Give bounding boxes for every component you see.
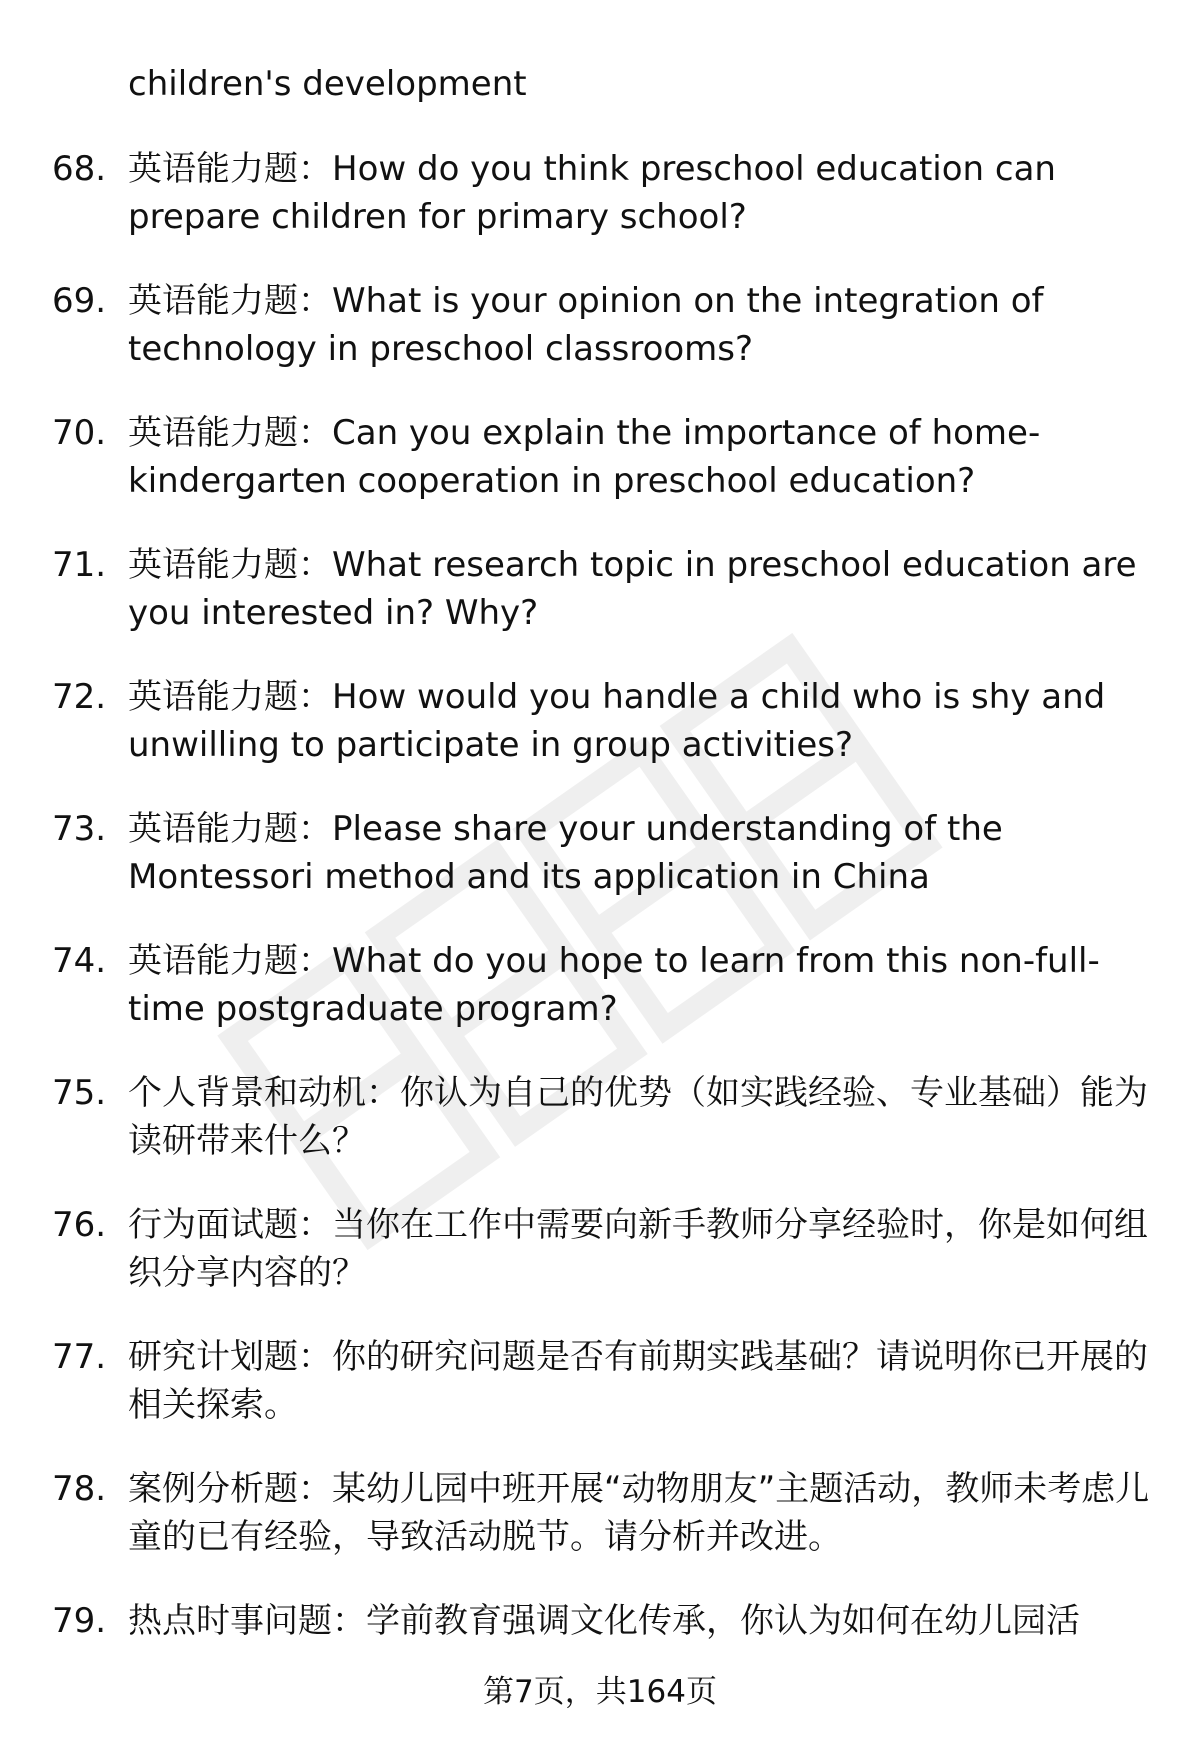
question-item <box>0 277 1200 409</box>
question-number: 72. <box>52 677 107 717</box>
question-text: 英语能力题：How do you think preschool education can prepare children for primary school? <box>128 149 1056 237</box>
question-item <box>0 805 1200 937</box>
question-number: 69. <box>52 281 107 321</box>
question-number: 77. <box>52 1337 107 1377</box>
question-text: 热点时事问题：学前教育强调文化传承，你认为如何在幼儿园活 <box>128 1601 1080 1641</box>
question-text: 英语能力题：What is your opinion on the integration of technology in preschool classrooms? <box>128 281 1044 369</box>
question-number: 74. <box>52 941 107 981</box>
question-text: 英语能力题：Can you explain the importance of home-kindergarten cooperation in preschool education? <box>128 413 1041 501</box>
question-text: 个人背景和动机：你认为自己的优势（如实践经验、专业基础）能为读研带来什么？ <box>128 1073 1148 1161</box>
question-text: 英语能力题：What do you hope to learn from this non-full-time postgraduate program? <box>128 941 1100 1029</box>
question-item <box>0 673 1200 805</box>
continued-question-text: children's development <box>128 64 527 104</box>
question-item <box>0 145 1200 277</box>
question-list <box>0 145 1200 1729</box>
question-item <box>0 541 1200 673</box>
question-text: 行为面试题：当你在工作中需要向新手教师分享经验时，你是如何组织分享内容的？ <box>128 1205 1148 1293</box>
question-text: 研究计划题：你的研究问题是否有前期实践基础？请说明你已开展的相关探索。 <box>128 1337 1148 1425</box>
question-number: 70. <box>52 413 107 453</box>
question-number: 71. <box>52 545 107 585</box>
question-item <box>0 1465 1200 1597</box>
question-number: 75. <box>52 1073 107 1113</box>
question-item <box>0 409 1200 541</box>
question-item <box>0 937 1200 1069</box>
question-item <box>0 1333 1200 1465</box>
question-item <box>0 1201 1200 1333</box>
question-item <box>0 1069 1200 1201</box>
question-text: 案例分析题：某幼儿园中班开展“动物朋友”主题活动，教师未考虑儿童的已有经验，导致活动脱节。请分析并改进。 <box>128 1469 1150 1557</box>
question-number: 68. <box>52 149 107 189</box>
question-number: 73. <box>52 809 107 849</box>
question-number: 78. <box>52 1469 107 1509</box>
question-text: 英语能力题：What research topic in preschool education are you interested in? Why? <box>128 545 1137 633</box>
question-number: 76. <box>52 1205 107 1245</box>
page-footer: 第7页，共164页 <box>483 1674 717 1710</box>
question-text: 英语能力题：Please share your understanding of the Montessori method and its application in China <box>128 809 1003 897</box>
question-number: 79. <box>52 1601 107 1641</box>
question-text: 英语能力题：How would you handle a child who is shy and unwilling to participate in group activities? <box>128 677 1106 765</box>
